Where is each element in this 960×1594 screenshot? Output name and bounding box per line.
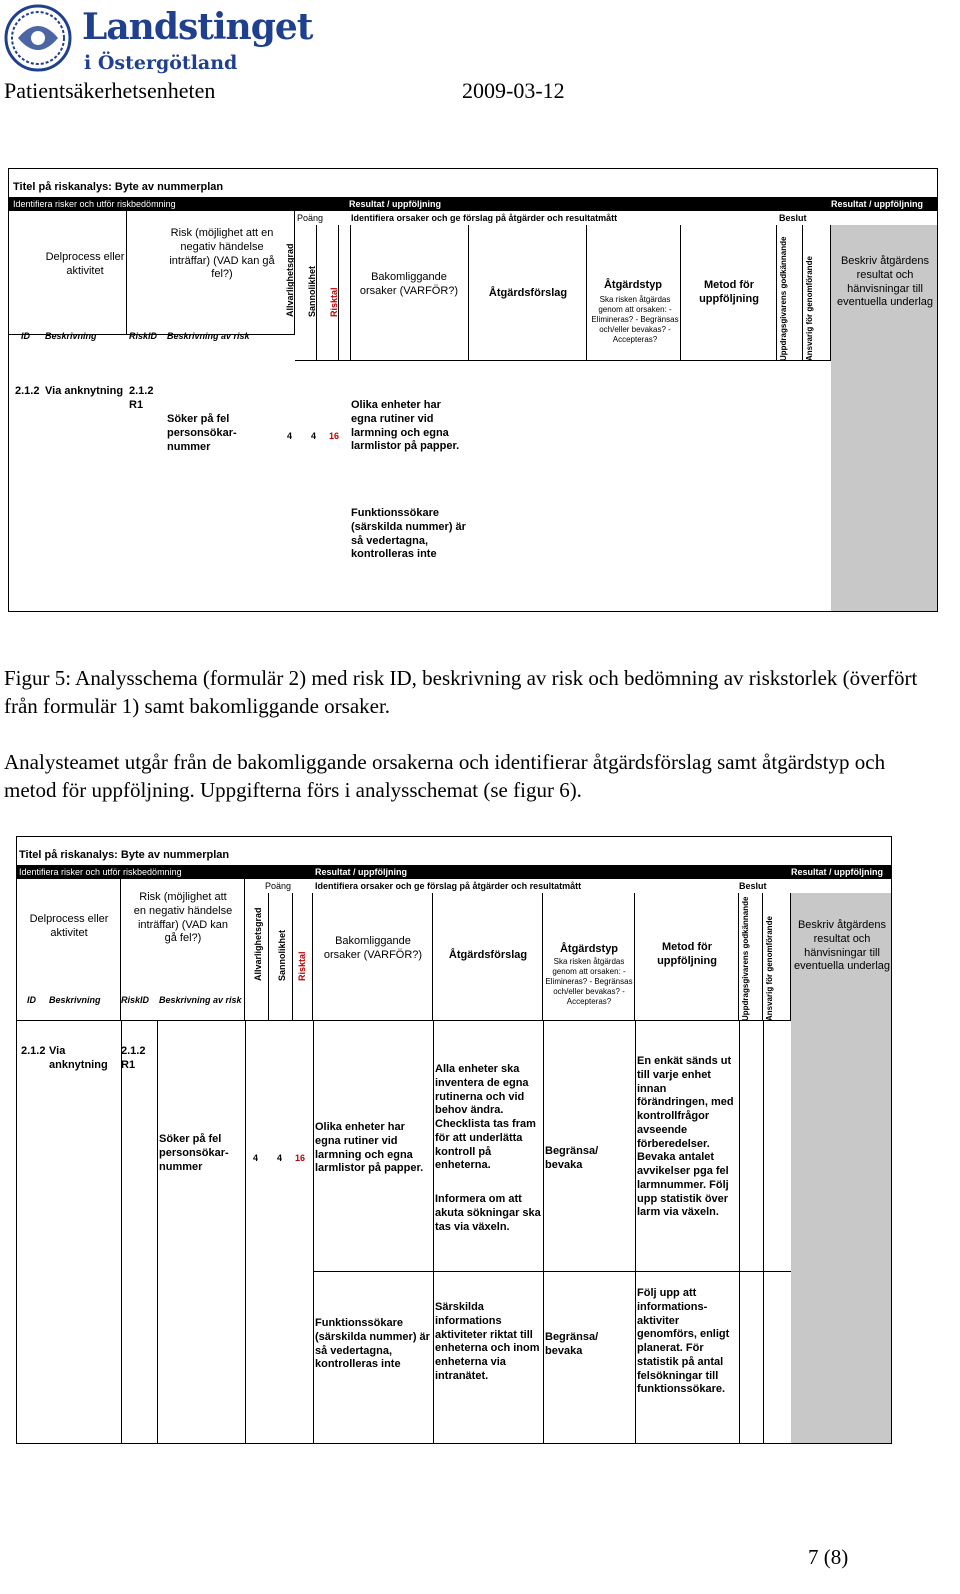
identify-risks-bar: Identifiera risker och utför riskbedömning <box>13 199 176 209</box>
result-bar-mid: Resultat / uppföljning <box>315 867 407 877</box>
col-uppdrag-label: Uppdragsgivarens godkännande <box>741 896 750 1021</box>
beslut-label: Beslut <box>779 213 807 223</box>
landstinget-seal-icon <box>4 4 72 72</box>
col-delprocess-label: Delprocess eller aktivitet <box>45 251 125 277</box>
identify-risks-bar: Identifiera risker och utför riskbedömning <box>19 867 182 877</box>
row-orsak-2: Funktionssökare (särskilda nummer) är så vedertagna, kontrolleras inte <box>351 507 466 561</box>
col-risktal-label: Risktal <box>297 951 307 981</box>
col-id-label: ID <box>21 331 30 341</box>
col-forslag-label: Åtgärdsförslag <box>448 949 528 961</box>
col-delprocess-label: Delprocess eller aktivitet <box>29 913 109 939</box>
cause-bar-label: Identifiera orsaker och ge förslag på åtgärder och resultatmått <box>351 213 618 223</box>
row-beskrivning: Via anknytning <box>45 385 124 397</box>
beslut-label: Beslut <box>739 881 767 891</box>
page-number: 7 (8) <box>808 1545 849 1569</box>
poang-label: Poäng <box>265 881 292 891</box>
col-beskrivning-label: Beskrivning <box>49 995 101 1005</box>
cause-bar-label: Identifiera orsaker och ge förslag på åtgärder och resultatmått <box>315 881 582 891</box>
col-risk-label: Risk (möjlighet att en negativ händelse inträffar) (VAD kan gå fel?) <box>169 227 275 281</box>
col-allvarlighet-label: Allvarlighetsgrad <box>285 243 295 317</box>
row-sannolikhet: 4 <box>277 1153 283 1163</box>
col-beskriv-label: Beskriv åtgärdens resultat och hänvisningar till eventuella underlag <box>836 255 934 309</box>
row-orsak-2: Funktionssökare (särskilda nummer) är så vedertagna, kontrolleras inte <box>315 1317 430 1371</box>
col-forslag-label: Åtgärdsförslag <box>488 287 568 299</box>
col-typ-label: Åtgärdstyp <box>603 279 663 291</box>
col-typ-note: Ska risken åtgärdas genom att orsaken: - Elimineras? - Begränsas och/eller bevakas? - Accepteras? <box>545 957 633 1006</box>
figure-5-caption: Figur 5: Analysschema (formulär 2) med risk ID, beskrivning av risk och bedömning av riskstorlek (överfört från formulär 1) samt bakomliggande orsaker. <box>4 666 918 718</box>
col-orsaker-label: Bakomliggande orsaker (VARFÖR?) <box>359 271 459 297</box>
col-typ-label: Åtgärdstyp <box>559 943 619 955</box>
row-forslag-2: Särskilda informations aktiviteter riktat till enheterna och inom enheterna via intranätet. <box>435 1301 540 1382</box>
analysis-form-figure-5 <box>8 168 938 612</box>
unit-name: Patientsäkerhetsenheten <box>4 78 216 103</box>
col-ansvarig-label: Ansvarig för genomförande <box>765 916 774 1021</box>
row-riskid: 2.1.2 R1 <box>121 1045 146 1071</box>
row-forslag-1a: Alla enheter ska inventera de egna rutinerna och vid behov ändra. Checklista tas fram för att underlätta kontroll på enheterna. <box>435 1063 536 1172</box>
row-risk: Söker på fel personsökar- nummer <box>159 1133 229 1173</box>
row-orsak-1: Olika enheter har egna rutiner vid larmning och egna larmlistor på papper. <box>351 399 460 453</box>
row-metod-1: En enkät sänds ut till varje enhet innan förändringen, med kontrollfrågor avseende förberedelser. Bevaka antalet avvikelser pga fel larmnummer. Följ upp statistik över larm via växeln. <box>637 1055 734 1219</box>
row-beskrivning: Via anknytning <box>49 1045 108 1071</box>
col-metod-label: Metod för uppföljning <box>657 941 717 967</box>
row-orsak-1: Olika enheter har egna rutiner vid larmning och egna larmlistor på papper. <box>315 1121 424 1175</box>
row-risk: Söker på fel personsökar- nummer <box>167 413 237 453</box>
row-forslag-1b: Informera om att akuta sökningar ska tas via växeln. <box>435 1193 541 1233</box>
result-bar-right: Resultat / uppföljning <box>791 867 883 877</box>
landstinget-logo <box>4 4 324 76</box>
col-risk-label: Risk (möjlighet att en negativ händelse inträffar) (VAD kan gå fel?) <box>133 891 233 945</box>
row-allvarlighet: 4 <box>253 1153 259 1163</box>
col-beskrivning-risk-label: Beskrivning av risk <box>167 331 250 341</box>
form-title: Titel på riskanalys: Byte av nummerplan <box>13 181 224 193</box>
col-uppdrag-label: Uppdragsgivarens godkännande <box>779 236 788 361</box>
col-sannolikhet-label: Sannolikhet <box>277 929 287 981</box>
col-beskrivning-risk-label: Beskrivning av risk <box>159 995 242 1005</box>
row-risktal: 16 <box>295 1153 306 1163</box>
poang-label: Poäng <box>297 213 324 223</box>
row-typ-1: Begränsa/ bevaka <box>545 1145 599 1171</box>
body-paragraph: Analysteamet utgår från de bakomliggande orsakerna och identifierar åtgärdsförslag samt åtgärdstyp och metod för uppföljning. Uppgifterna förs i analysschemat (se figur 6). <box>4 750 886 802</box>
col-id-label: ID <box>27 995 36 1005</box>
result-column <box>791 893 892 1444</box>
result-bar-right: Resultat / uppföljning <box>831 199 923 209</box>
analysis-form-figure-6 <box>16 836 892 1444</box>
col-metod-label: Metod för uppföljning <box>699 279 759 305</box>
col-ansvarig-label: Ansvarig för genomförande <box>805 256 814 361</box>
document-date: 2009-03-12 <box>462 78 565 103</box>
row-risktal: 16 <box>329 431 340 441</box>
row-typ-2: Begränsa/ bevaka <box>545 1331 599 1357</box>
col-allvarlighet-label: Allvarlighetsgrad <box>253 907 263 981</box>
col-beskrivning-label: Beskrivning <box>45 331 97 341</box>
col-beskriv-label: Beskriv åtgärdens resultat och hänvisningar till eventuella underlag <box>793 919 891 973</box>
col-riskid-label: RiskID <box>129 331 158 341</box>
row-metod-2: Följ upp att informations- aktiviter genomförs, enligt planerat. För statistik på antal felsökningar till funktionssökare. <box>637 1287 730 1396</box>
logo-name: Landstinget <box>82 6 313 48</box>
logo-subtitle: i Östergötland <box>84 52 238 74</box>
row-allvarlighet: 4 <box>287 431 293 441</box>
row-id: 2.1.2 <box>15 385 40 397</box>
result-bar-mid: Resultat / uppföljning <box>349 199 441 209</box>
col-typ-note: Ska risken åtgärdas genom att orsaken: - Elimineras? - Begränsas och/eller bevakas? - Accepteras? <box>591 295 679 344</box>
col-sannolikhet-label: Sannolikhet <box>307 265 317 317</box>
row-riskid: 2.1.2 R1 <box>129 385 154 411</box>
form-title: Titel på riskanalys: Byte av nummerplan <box>19 849 230 861</box>
col-risktal-label: Risktal <box>329 287 339 317</box>
row-id: 2.1.2 <box>21 1045 46 1057</box>
col-riskid-label: RiskID <box>121 995 150 1005</box>
col-orsaker-label: Bakomliggande orsaker (VARFÖR?) <box>323 935 423 961</box>
row-sannolikhet: 4 <box>311 431 317 441</box>
